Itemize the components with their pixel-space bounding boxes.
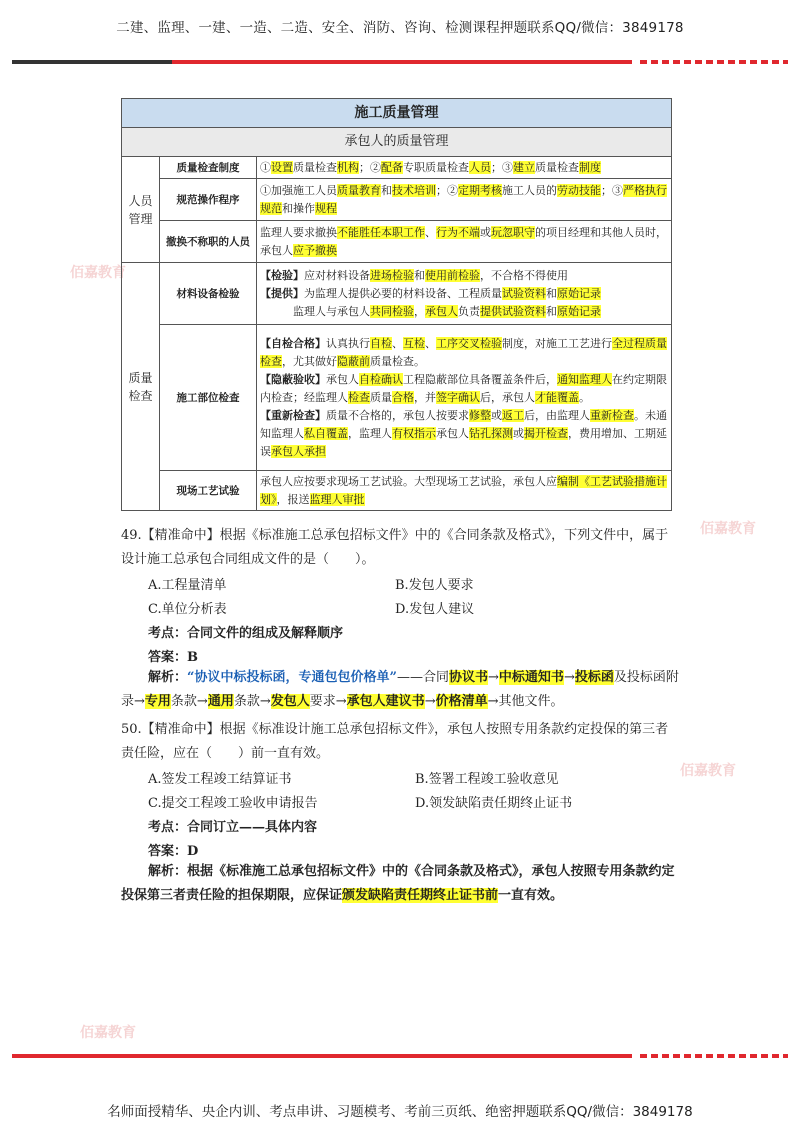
option-a: A.签发工程竣工结算证书 [148, 772, 292, 787]
brand-watermark: 佰嘉教育 [680, 763, 736, 779]
row-content: 【检验】应对材料设备进场检验和使用前检验，不合格不得使用 【提供】为监理人提供必要的材料设备、工程质量试验资料和原始记录 监理人与承包人共同检验，承包人负责提供试验资料和原始记录 [257, 263, 672, 325]
quality-management-table [121, 98, 672, 511]
row-content: ①加强施工人员质量教育和技术培训；②定期考核施工人员的劳动技能；③严格执行规范和操作规程 [257, 179, 672, 221]
option-a: A.工程量清单 [148, 578, 227, 593]
item-label: 现场工艺试验 [160, 471, 257, 511]
option-c: C.单位分析表 [148, 602, 227, 617]
option-b: B.发包人要求 [395, 578, 474, 593]
analysis-49: 解析：“协议中标投标函，专通包包价格单”——合同协议书→中标通知书→投标函及投标函附录→专用条款→通用条款→发包人要求→承包人建议书→价格清单→其他文件。 [121, 670, 679, 709]
question-stem: 49.【精准命中】根据《标准施工总承包招标文件》中的《合同条款及格式》，下列文件中，属于设计施工总承包合同组成文件的是（ ）。 [121, 528, 669, 567]
row-content: 监理人要求撤换不能胜任本职工作、行为不端或玩忽职守的项目经理和其他人员时，承包人应予撤换 [257, 221, 672, 263]
option-d: D.领发缺陷责任期终止证书 [415, 796, 573, 811]
item-label: 撤换不称职的人员 [160, 221, 257, 263]
item-label: 质量检查制度 [160, 157, 257, 179]
footer-contact-text: 名师面授精华、央企内训、考点串讲、习题模考、考前三页纸、绝密押题联系QQ/微信：3849178 [107, 1104, 693, 1120]
question-49 [121, 524, 681, 572]
row-content: ①设置质量检查机构；②配备专职质量检查人员；③建立质量检查制度 [257, 157, 672, 179]
table-title: 施工质量管理 [122, 99, 672, 128]
row-content: 【自检合格】认真执行自检、互检、工序交叉检验制度，对施工工艺进行全过程质量检查，尤其做好隐蔽前质量检查。 【隐蔽验收】承包人自检确认工程隐蔽部位具备覆盖条件后，通知监理人在约定期限内检查；经监理人检查质量合格，并签字确认后，承包人才能覆盖。 【重新检查】质量不合格的，承包人按要求修整或返工后，由监理人重新检查。未通知监理人私自覆盖，监理人有权指示承包人钻孔探测或揭开检查，费用增加、工期延误承包人承担 [257, 325, 672, 471]
option-c: C.提交工程竣工验收申请报告 [148, 796, 318, 811]
option-b: B.签署工程竣工验收意见 [415, 772, 559, 787]
key-point: 考点：合同文件的组成及解释顺序 [148, 626, 344, 641]
table-subtitle: 承包人的质量管理 [122, 128, 672, 157]
category-personnel: 人员 管理 [122, 157, 160, 263]
brand-watermark: 佰嘉教育 [70, 265, 126, 281]
option-d: D.发包人建议 [395, 602, 475, 617]
brand-watermark: 佰嘉教育 [80, 1025, 136, 1041]
header-divider [12, 60, 788, 64]
brand-watermark: 佰嘉教育 [700, 521, 756, 537]
item-label: 材料设备检验 [160, 263, 257, 325]
row-content: 承包人应按要求现场工艺试验。大型现场工艺试验，承包人应编制《工艺试验措施计划》，报送监理人审批 [257, 471, 672, 511]
question-stem: 50.【精准命中】根据《标准设计施工总承包招标文件》，承包人按照专用条款约定投保的第三者责任险，应在（ ）前一直有效。 [121, 722, 669, 761]
key-point: 考点：合同订立——具体内容 [148, 820, 318, 835]
answer: 答案：B [148, 650, 198, 665]
item-label: 施工部位检查 [160, 325, 257, 471]
analysis-50: 解析：根据《标准施工总承包招标文件》中的《合同条款及格式》，承包人按照专用条款约定投保第三者责任险的担保期限，应保证颁发缺陷责任期终止证书前一直有效。 [121, 864, 675, 903]
footer-divider [12, 1054, 788, 1058]
header-contact-text: 二建、监理、一建、一造、二造、安全、消防、咨询、检测课程押题联系QQ/微信：3849178 [116, 20, 684, 36]
answer: 答案：D [148, 844, 199, 859]
question-50 [121, 718, 681, 766]
item-label: 规范操作程序 [160, 179, 257, 221]
category-inspection: 质量 检查 [122, 263, 160, 511]
